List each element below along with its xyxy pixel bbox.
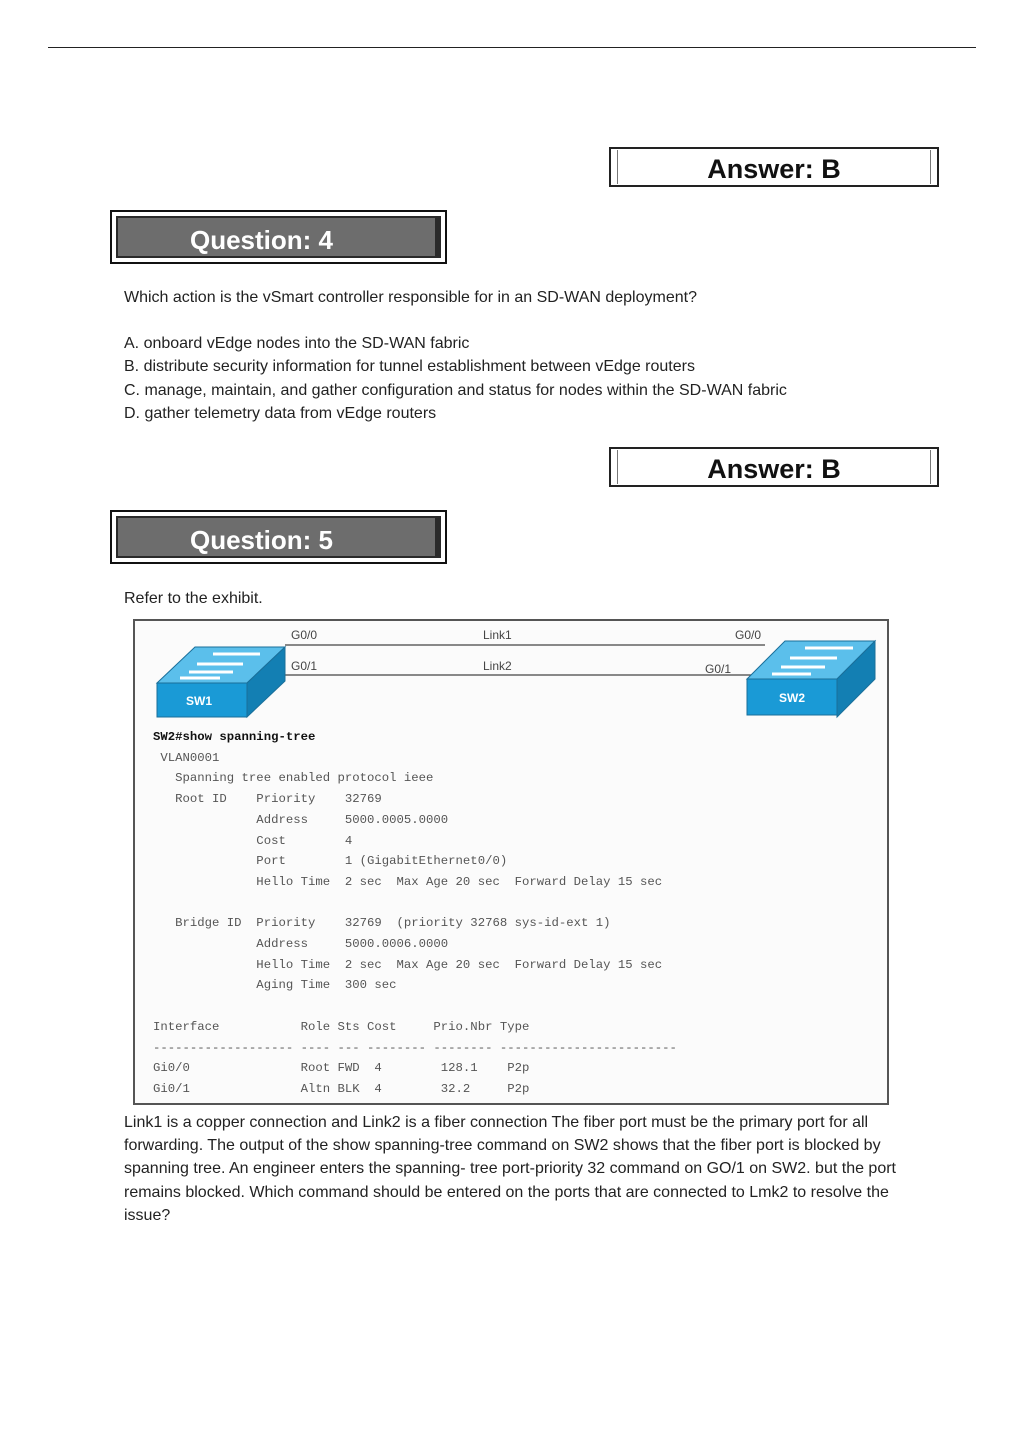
question-5-title: Question: 5	[189, 525, 333, 555]
exhibit-image	[133, 619, 889, 1105]
option-d: D. gather telemetry data from vEdge routers	[124, 404, 437, 422]
question-4-options	[124, 332, 787, 425]
exhibit-intro: Refer to the exhibit.	[124, 590, 263, 607]
cli-output-text: VLAN0001 Spanning tree enabled protocol ieee Root ID Priority 32769 Address 5000.0005.0000 Cost 4 Port 1 (GigabitEthernet0/0) Hello Time 2 sec Max Age 20 sec Forward Delay 15 sec Bridge ID Priority 32769 (priority 32768 sys-id-ext 1) Address 5000.0006.0000 Hello Time 2 sec Max Age 20 sec Forward Delay 15 sec Aging Time 300 sec Interface Role Sts Cost Prio.Nbr Type ------------------- ---- --- -------- -------- ------------------------ Gi0/0 Root FWD 4 128.1 P2p Gi0/1 Altn BLK 4 32.2 P2p	[153, 750, 677, 1096]
cli-command: SW2#show spanning-tree	[153, 730, 316, 744]
answer-box	[609, 447, 939, 487]
link2-label: Link2	[483, 659, 512, 673]
sw2-port-g01: G0/1	[705, 662, 732, 676]
sw2-label: SW2	[779, 691, 806, 705]
option-c: C. manage, maintain, and gather configuration and status for nodes within the SD-WAN fabric	[124, 381, 787, 399]
answer-label: Answer: B	[707, 154, 841, 184]
header-rule	[48, 47, 976, 48]
sw1-icon	[157, 647, 285, 717]
question-5-header	[110, 510, 447, 564]
question-5-text: Link1 is a copper connection and Link2 is a fiber connection The fiber port must be the primary port for all forwarding. The output of the show spanning-tree command on SW2 shows that the fiber port is blocked by spanning tree. An engineer enters the spanning- tree port-priority 32 command on GO/1 on SW2. but the port remains blocked. Which command should be entered on the ports that are connected to Lmk2 to resolve the issue?	[124, 1114, 896, 1224]
question-4-title: Question: 4	[189, 225, 333, 255]
option-a: A. onboard vEdge nodes into the SD-WAN fabric	[124, 335, 470, 352]
question-header-fill	[116, 516, 441, 558]
link1-label: Link1	[483, 628, 512, 642]
sw1-port-g00: G0/0	[291, 628, 318, 642]
sw2-port-g00: G0/0	[735, 628, 762, 642]
sw2-icon	[747, 641, 875, 717]
answer-box	[609, 147, 939, 187]
question-4-text: Which action is the vSmart controller responsible for in an SD-WAN deployment?	[124, 289, 697, 306]
question-4-header	[110, 210, 447, 264]
sw1-label: SW1	[186, 694, 213, 708]
sw1-port-g01: G0/1	[291, 659, 318, 673]
question-header-fill	[116, 216, 441, 258]
cli-output	[153, 727, 677, 1100]
answer-label: Answer: B	[707, 454, 841, 484]
option-b: B. distribute security information for tunnel establishment between vEdge routers	[124, 358, 695, 376]
